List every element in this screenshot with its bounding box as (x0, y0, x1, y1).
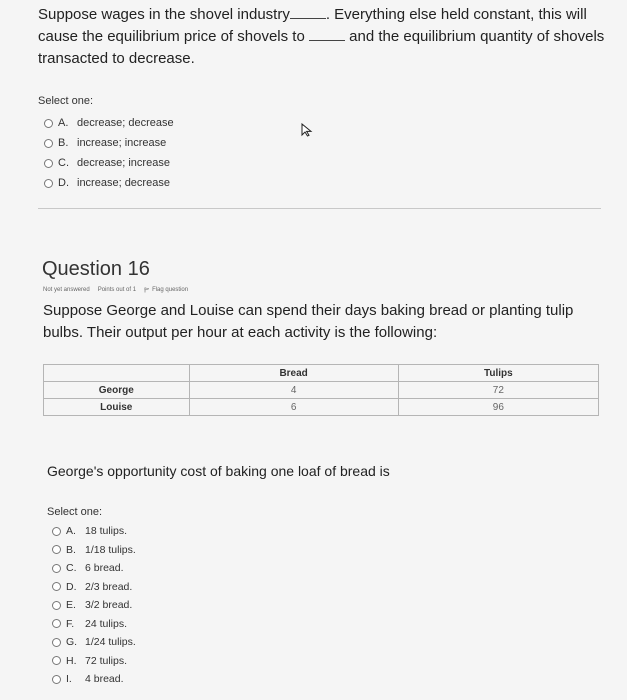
option-text: 6 bread. (85, 562, 124, 575)
option-letter: E. (66, 599, 76, 612)
radio-button[interactable] (52, 564, 61, 573)
q16-select-label: Select one: (47, 506, 103, 518)
option-letter: D. (66, 580, 77, 593)
question-16-intro: Suppose George and Louise can spend their days baking bread or planting tulip bulbs. Their output per hour at each activity is the following: (43, 302, 574, 341)
option-text: 2/3 bread. (85, 580, 133, 593)
points-label: Points out of 1 (97, 287, 137, 293)
table-header-row (44, 365, 599, 382)
q15-option-d[interactable] (44, 173, 174, 193)
radio-button[interactable] (52, 601, 61, 610)
option-letter: H. (66, 654, 77, 667)
option-letter: D. (58, 177, 69, 189)
option-text: 72 tulips. (85, 654, 128, 667)
q16-option-d[interactable] (52, 578, 136, 597)
row-name: George (44, 382, 190, 399)
radio-button[interactable] (44, 119, 53, 128)
table-header-empty (44, 365, 190, 382)
q15-text-part3: and the equilibrium quantity of shovels transacted to decrease. (38, 28, 605, 67)
radio-button[interactable] (52, 656, 61, 665)
radio-button[interactable] (52, 527, 61, 536)
option-text: increase; increase (77, 137, 167, 149)
option-text: 1/24 tulips. (85, 636, 136, 649)
flag-icon (144, 287, 150, 293)
option-text: 24 tulips. (85, 617, 128, 630)
option-text: 3/2 bread. (85, 599, 133, 612)
option-text: 1/18 tulips. (85, 543, 136, 556)
answer-status: Not yet answered (43, 287, 90, 293)
q16-option-e[interactable] (52, 596, 136, 615)
option-text: decrease; increase (77, 157, 170, 169)
option-letter: B. (66, 543, 76, 556)
q16-option-c[interactable] (52, 559, 136, 578)
question-16-title: Question 16 (42, 258, 150, 280)
option-letter: A. (58, 117, 69, 129)
option-letter: I. (66, 673, 72, 686)
radio-button[interactable] (52, 545, 61, 554)
bread-value: 4 (189, 382, 398, 399)
q15-select-label: Select one: (38, 95, 94, 107)
q15-answer-options (44, 113, 174, 193)
answer-blank (309, 28, 345, 41)
q16-option-f[interactable] (52, 615, 136, 634)
answer-blank (290, 6, 326, 19)
question-16-prompt: George's opportunity cost of baking one loaf of bread is (47, 463, 390, 479)
option-letter: G. (66, 636, 78, 649)
table-header-bread: Bread (189, 365, 398, 382)
question-15-text (38, 4, 608, 70)
q16-answer-options (52, 522, 136, 689)
table-header-tulips: Tulips (398, 365, 598, 382)
option-letter: B. (58, 137, 69, 149)
radio-button[interactable] (52, 582, 61, 591)
radio-button[interactable] (44, 159, 53, 168)
q15-text-part1: Suppose wages in the shovel industry (38, 6, 290, 23)
bread-value: 6 (189, 399, 398, 416)
q15-text-part2: . Everything else held constant, this will cause the equilibrium price of shovels to (38, 6, 587, 45)
q16-option-i[interactable] (52, 670, 136, 689)
tulips-value: 96 (398, 399, 598, 416)
radio-button[interactable] (52, 675, 61, 684)
q16-option-g[interactable] (52, 633, 136, 652)
section-divider (38, 208, 601, 209)
option-text: 18 tulips. (85, 525, 128, 538)
table-row (44, 382, 599, 399)
q16-option-b[interactable] (52, 541, 136, 560)
option-text: decrease; decrease (77, 117, 174, 129)
q16-option-a[interactable] (52, 522, 136, 541)
radio-button[interactable] (52, 619, 61, 628)
option-text: increase; decrease (77, 177, 170, 189)
q15-option-b[interactable] (44, 133, 174, 153)
mouse-cursor-icon (300, 123, 314, 137)
production-table (43, 364, 599, 416)
table-row (44, 399, 599, 416)
q15-option-a[interactable] (44, 113, 174, 133)
tulips-value: 72 (398, 382, 598, 399)
radio-button[interactable] (44, 179, 53, 188)
option-letter: A. (66, 525, 76, 538)
option-text: 4 bread. (85, 673, 124, 686)
flag-label[interactable]: Flag question (152, 287, 189, 293)
row-name: Louise (44, 399, 190, 416)
radio-button[interactable] (52, 638, 61, 647)
q15-option-c[interactable] (44, 153, 174, 173)
q16-option-h[interactable] (52, 652, 136, 671)
option-letter: C. (66, 562, 77, 575)
option-letter: F. (66, 617, 75, 630)
radio-button[interactable] (44, 139, 53, 148)
flag-question-link[interactable] (144, 287, 188, 293)
option-letter: C. (58, 157, 69, 169)
question-16-meta (43, 287, 188, 293)
